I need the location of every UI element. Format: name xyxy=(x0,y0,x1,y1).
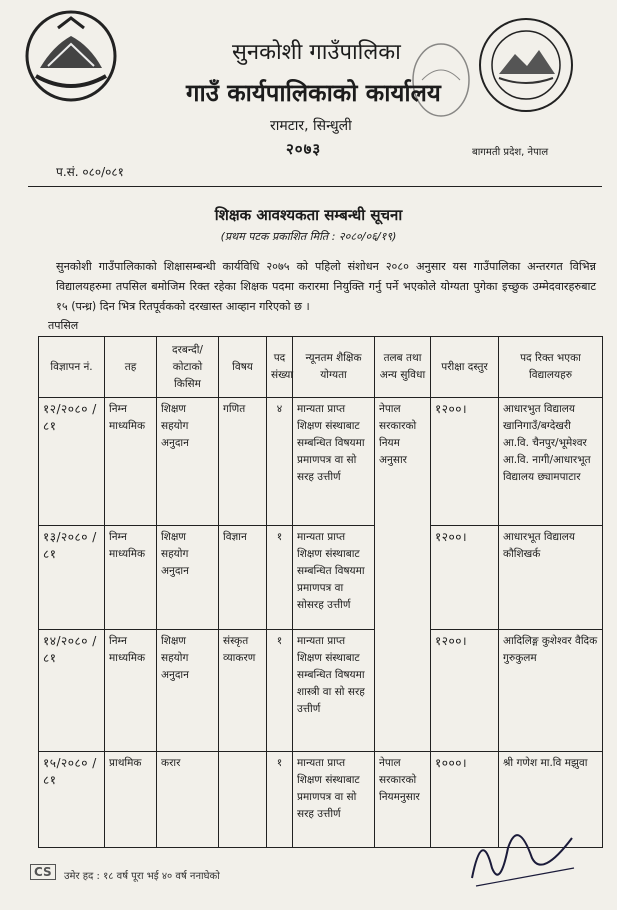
cell-salary: नेपाल सरकारको नियम अनुसार xyxy=(375,398,431,752)
cell-exam-fee: १०००। xyxy=(431,752,499,848)
table-row xyxy=(39,630,603,752)
nepal-emblem-icon xyxy=(18,6,124,106)
cell-ad-number: १५/२०८० /८१ xyxy=(39,752,105,848)
vacancy-table xyxy=(38,336,603,848)
scanner-watermark xyxy=(30,864,60,880)
cell-school: आदिलिङ्ग कुशेश्वर वैदिक गुरुकुलम xyxy=(499,630,603,752)
col-level: तह xyxy=(105,337,157,398)
cell-ad-number: १३/२०८० /८१ xyxy=(39,526,105,630)
header-divider xyxy=(28,186,602,187)
cell-qualification: मान्यता प्राप्त शिक्षण संस्थाबाट सम्बन्धित विषयमा प्रमाणपत्र वा सोसरह उत्तीर्ण xyxy=(293,526,375,630)
cell-category: करार xyxy=(157,752,219,848)
cell-posts: १ xyxy=(267,630,293,752)
municipality-name: सुनकोशी गाउँपालिका xyxy=(232,40,401,65)
cell-category: शिक्षण सहयोग अनुदान xyxy=(157,398,219,526)
cell-ad-number: १२/२०८० /८१ xyxy=(39,398,105,526)
province-label: बागमती प्रदेश, नेपाल xyxy=(472,147,549,158)
cell-category: शिक्षण सहयोग अनुदान xyxy=(157,630,219,752)
cell-qualification: मान्यता प्राप्त शिक्षण संस्थाबाट सम्बन्धित विषयमा प्रमाणपत्र वा सो सरह उत्तीर्ण xyxy=(293,398,375,526)
footer-note: उमेर हद : १८ वर्ष पूरा भई ४० वर्ष ननाघेको xyxy=(64,871,220,882)
col-posts: पद संख्या xyxy=(267,337,293,398)
reference-number: प.सं. ०८०/०८१ xyxy=(56,165,124,179)
cell-qualification: मान्यता प्राप्त शिक्षण संस्थाबाट प्रमाणपत्र वा सो सरह उत्तीर्ण xyxy=(293,752,375,848)
cell-school: श्री गणेश मा.वि मझुवा xyxy=(499,752,603,848)
municipality-seal-icon xyxy=(477,16,575,114)
cell-posts: १ xyxy=(267,752,293,848)
details-label: तपसिल xyxy=(48,319,79,332)
cell-level: प्राथमिक xyxy=(105,752,157,848)
cell-subject xyxy=(219,752,267,848)
col-category: दरबन्दी/ कोटाको किसिम xyxy=(157,337,219,398)
officer-signature-icon xyxy=(462,808,582,898)
cell-subject: विज्ञान xyxy=(219,526,267,630)
established-year: २०७३ xyxy=(286,140,322,158)
cell-posts: १ xyxy=(267,526,293,630)
col-ad-number: विज्ञापन नं. xyxy=(39,337,105,398)
scanner-logo-icon: CS xyxy=(30,864,56,880)
cell-ad-number: १४/२०८० /८१ xyxy=(39,630,105,752)
cell-subject: संस्कृत व्याकरण xyxy=(219,630,267,752)
cell-salary: नेपाल सरकारको नियमनुसार xyxy=(375,752,431,848)
cell-category: शिक्षण सहयोग अनुदान xyxy=(157,526,219,630)
col-salary: तलब तथा अन्य सुविधा xyxy=(375,337,431,398)
col-qualification: न्यूनतम शैक्षिक योग्यता xyxy=(293,337,375,398)
table-header-row xyxy=(39,337,603,398)
cell-level: निम्न माध्यमिक xyxy=(105,526,157,630)
cell-exam-fee: १२००। xyxy=(431,526,499,630)
col-exam-fee: परीक्षा दस्तुर xyxy=(431,337,499,398)
cell-school: आधारभूत विद्यालय कौशिखर्क xyxy=(499,526,603,630)
cell-posts: ४ xyxy=(267,398,293,526)
cell-subject: गणित xyxy=(219,398,267,526)
col-subject: विषय xyxy=(219,337,267,398)
office-address: रामटार, सिन्धुली xyxy=(270,118,352,134)
cell-qualification: मान्यता प्राप्त शिक्षण संस्थाबाट सम्बन्धित विषयमा शास्त्री वा सो सरह उत्तीर्ण xyxy=(293,630,375,752)
notice-title: शिक्षक आवश्यकता सम्बन्धी सूचना xyxy=(214,206,403,224)
col-school: पद रिक्त भएका विद्यालयहरु xyxy=(499,337,603,398)
notice-body: सुनकोशी गाउँपालिकाको शिक्षासम्बन्धी कार्यविधि २०७५ को पहिलो संशोधन २०८० अनुसार यस गाउँपालिका अन्तरगत विभिन्न विद्यालयहरुमा तपसिल बमोजिम रिक्त रहेका शिक्षक पदमा करारमा नियुक्ति गर्नु पर्ने भएकोले योग्यता पुगेका इच्छुक उम्मेदवारहरुबाट १५ (पन्ध्र) दिन भित्र रितपूर्वकको दरखास्त आव्हान गरिएको छ । xyxy=(56,260,596,313)
cell-level: निम्न माध्यमिक xyxy=(105,630,157,752)
office-name: गाउँ कार्यपालिकाको कार्यालय xyxy=(186,79,441,107)
table-row xyxy=(39,398,603,526)
notice-published-date: (प्रथम पटक प्रकाशित मिति : २०८०/०६/१९) xyxy=(220,230,397,243)
table-row xyxy=(39,526,603,630)
cell-level: निम्न माध्यमिक xyxy=(105,398,157,526)
cell-school: आधारभुत विद्यालय खानिगाउँ/बग्देखरी आ.वि. चैनपुर/भूमेश्वर आ.वि. नागी/आधारभूत विद्यालय छ्यामपाटार xyxy=(499,398,603,526)
cell-exam-fee: १२००। xyxy=(431,398,499,526)
cell-exam-fee: १२००। xyxy=(431,630,499,752)
